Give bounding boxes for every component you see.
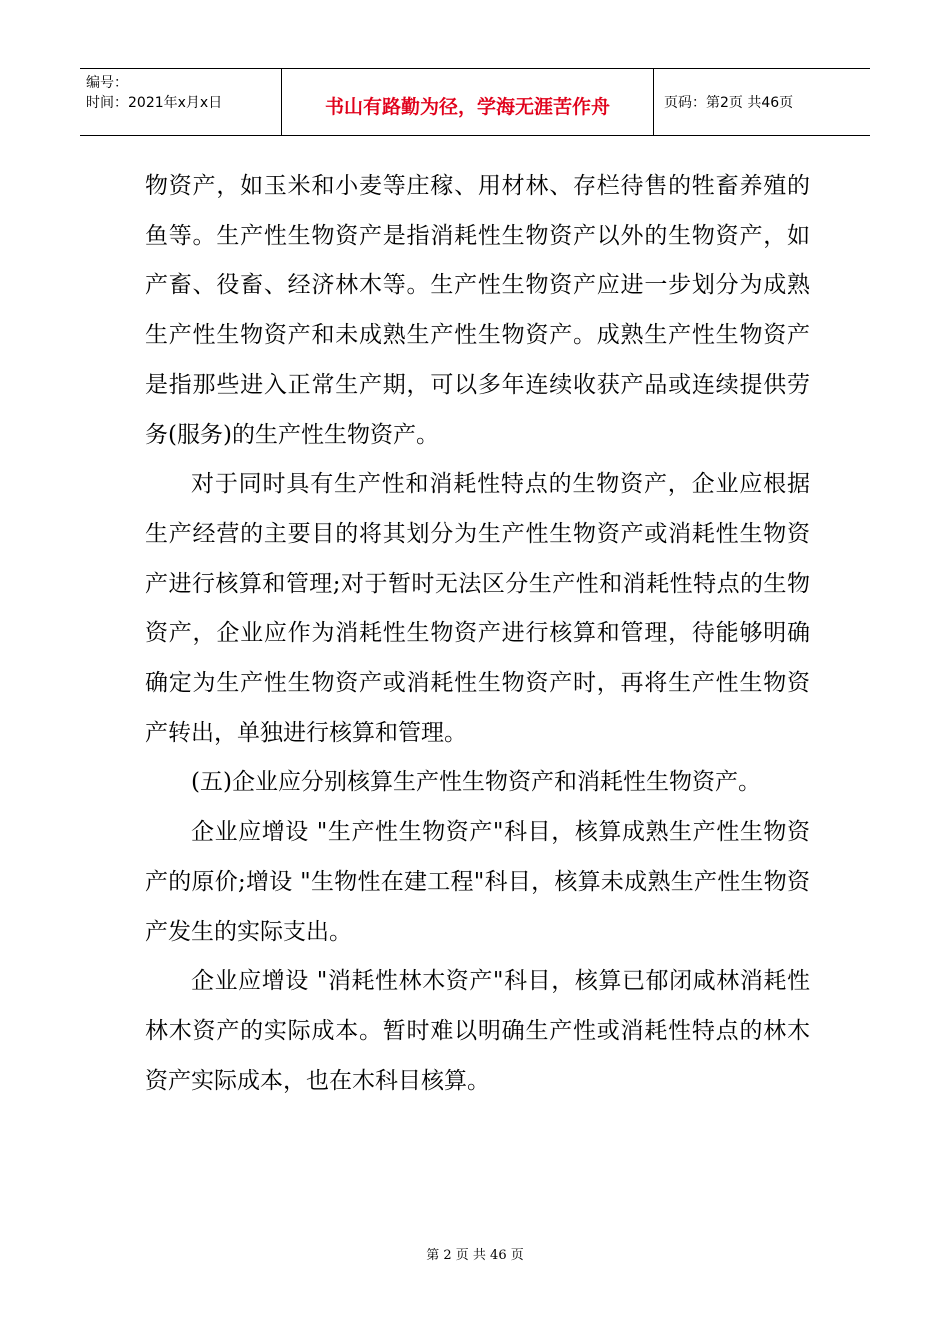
header-time-label: 时间：2021年x月x日 — [86, 95, 223, 111]
paragraph-1: 物资产，如玉米和小麦等庄稼、用材林、存栏待售的牲畜养殖的鱼等。生产性生物资产是指消耗性生物资产以外的生物资产，如产畜、役畜、经济林木等。生产性生物资产应进一步划分为成熟生产性生物资产和未成熟生产性生物资产。成熟生产性生物资产是指那些进入正常生产期，可以多年连续收获产品或连续提供劳务(服务)的生产性生物资产。 — [145, 173, 810, 448]
header-number-label: 编号： — [86, 75, 128, 91]
paragraph-2: 对于同时具有生产性和消耗性特点的生物资产，企业应根据生产经营的主要目的将其划分为生产性生物资产或消耗性生物资产进行核算和管理;对于暂时无法区分生产性和消耗性特点的生物资产，企业应作为消耗性生物资产进行核算和管理，待能够明确确定为生产性生物资产或消耗性生物资产时，再将生产性生物资产转出，单独进行核算和管理。 — [145, 471, 810, 746]
paragraph-4: 企业应增设 "生产性生物资产"科目，核算成熟生产性生物资产的原价;增设 "生物性在建工程"科目，核算未成熟生产性生物资产发生的实际支出。 — [145, 819, 810, 945]
header-page-info: 页码：第2页 共46页 — [664, 95, 794, 111]
paragraph-3: (五)企业应分别核算生产性生物资产和消耗性生物资产。 — [191, 769, 761, 796]
header-motto: 书山有路勤为径，学海无涯苦作舟 — [282, 69, 654, 135]
page-footer: 第 2 页 共 46 页 — [426, 1248, 524, 1263]
paragraph-5: 企业应增设 "消耗性林木资产"科目，核算已郁闭咸林消耗性林木资产的实际成本。暂时难以明确生产性或消耗性特点的林木资产实际成本，也在木科目核算。 — [145, 968, 810, 1094]
body-text — [145, 162, 810, 1106]
header-meta — [80, 69, 282, 135]
page-header — [80, 68, 870, 136]
